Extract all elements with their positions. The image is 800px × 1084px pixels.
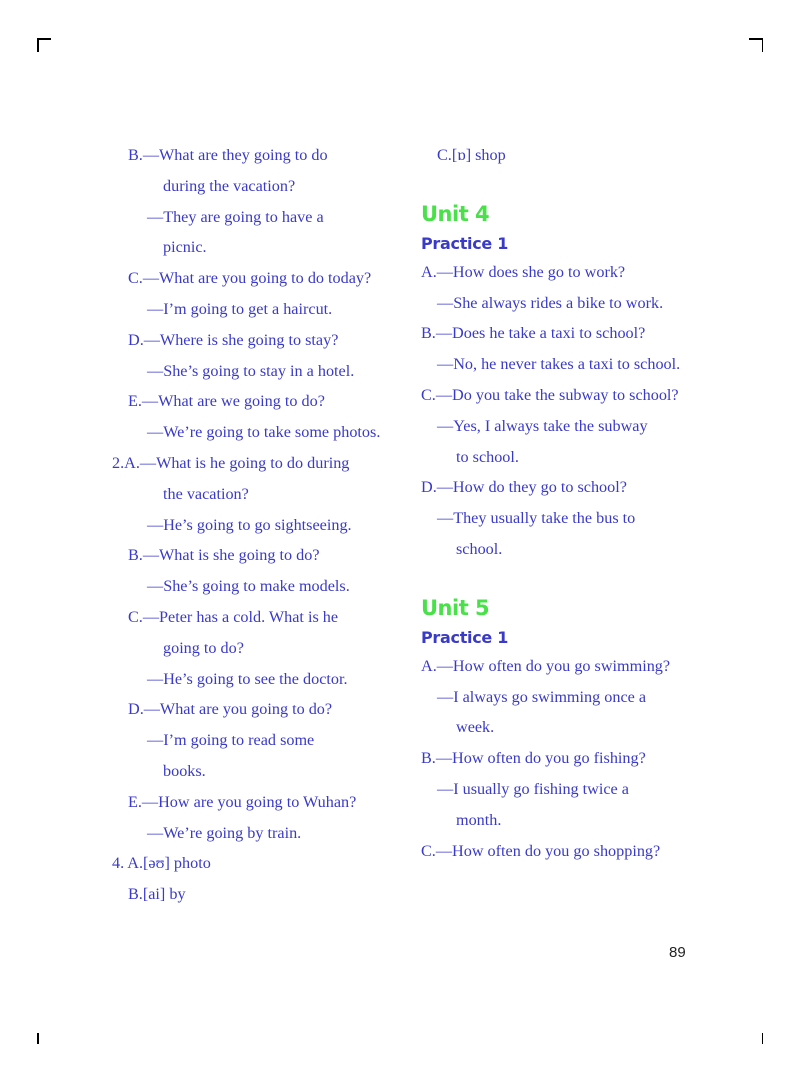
answer-line: picnic. (163, 238, 207, 257)
answer-line: B.—What are they going to do (128, 146, 328, 164)
answer-line: —They usually take the bus to (437, 509, 636, 528)
answer-line: B.—How often do you go fishing? (421, 749, 646, 768)
answer-line: —She’s going to make models. (147, 577, 350, 596)
answer-line: D.—How do they go to school? (421, 478, 627, 497)
unit-heading: Unit 4 (421, 201, 490, 226)
answer-line: A.—How does she go to work? (421, 262, 626, 281)
answer-line: B.—What is she going to do? (128, 546, 320, 565)
answer-line: —I usually go fishing twice a (437, 779, 629, 798)
answer-line: A.—How often do you go swimming? (421, 656, 671, 675)
practice-heading: Practice 1 (421, 627, 509, 647)
answer-line: —We’re going to take some photos. (147, 423, 381, 442)
answer-line: C.—Do you take the subway to school? (421, 385, 679, 404)
section-spacer (421, 171, 693, 197)
answer-line: going to do? (163, 638, 244, 657)
answer-line: —He’s going to see the doctor. (147, 669, 348, 688)
answer-line: D.—What are you going to do? (128, 700, 333, 719)
answer-line: the vacation? (163, 484, 249, 503)
left-column (112, 140, 384, 910)
answer-line: school. (456, 539, 503, 558)
practice-heading: Practice 1 (421, 233, 509, 253)
crop-mark-top-left (37, 38, 51, 40)
answer-line: during the vacation? (163, 176, 296, 195)
crop-mark-top-left (37, 38, 39, 52)
answer-line: —Yes, I always take the subway (437, 416, 648, 435)
crop-mark-bottom-left (37, 1033, 39, 1044)
answer-line: 4. A.[əʊ] photo (112, 854, 211, 873)
answer-line: C.[ɒ] shop (437, 146, 506, 164)
answer-line: —She always rides a bike to work. (437, 293, 664, 312)
answer-line: —They are going to have a (147, 207, 324, 226)
unit-heading: Unit 5 (421, 595, 490, 620)
answer-line: month. (456, 810, 502, 829)
answer-line: D.—Where is she going to stay? (128, 330, 339, 349)
answer-line: —She’s going to stay in a hotel. (147, 361, 355, 380)
answer-line: B.—Does he take a taxi to school? (421, 324, 646, 343)
answer-line: B.[ai] by (128, 885, 186, 904)
section-spacer (421, 565, 693, 591)
answer-line: —He’s going to go sightseeing. (147, 515, 352, 534)
answer-line: to school. (456, 447, 519, 466)
answer-line: books. (163, 761, 206, 780)
answer-line: —We’re going by train. (147, 823, 302, 842)
crop-mark-top-right (762, 38, 764, 52)
answer-line: C.—What are you going to do today? (128, 269, 372, 288)
answer-line: E.—How are you going to Wuhan? (128, 792, 357, 811)
crop-mark-bottom-right (762, 1033, 764, 1044)
answer-line: C.—How often do you go shopping? (421, 841, 661, 860)
right-column (421, 140, 693, 866)
answer-line: —I’m going to get a haircut. (147, 299, 333, 318)
answer-line: —No, he never takes a taxi to school. (437, 355, 681, 374)
answer-line: —I always go swimming once a (437, 687, 647, 706)
page-number: 89 (669, 944, 686, 961)
answer-line: 2.A.—What is he going to do during (112, 453, 350, 472)
answer-line: —I’m going to read some (147, 731, 315, 750)
answer-line: week. (456, 718, 495, 737)
answer-line: E.—What are we going to do? (128, 392, 325, 411)
answer-line: C.—Peter has a cold. What is he (128, 607, 339, 626)
